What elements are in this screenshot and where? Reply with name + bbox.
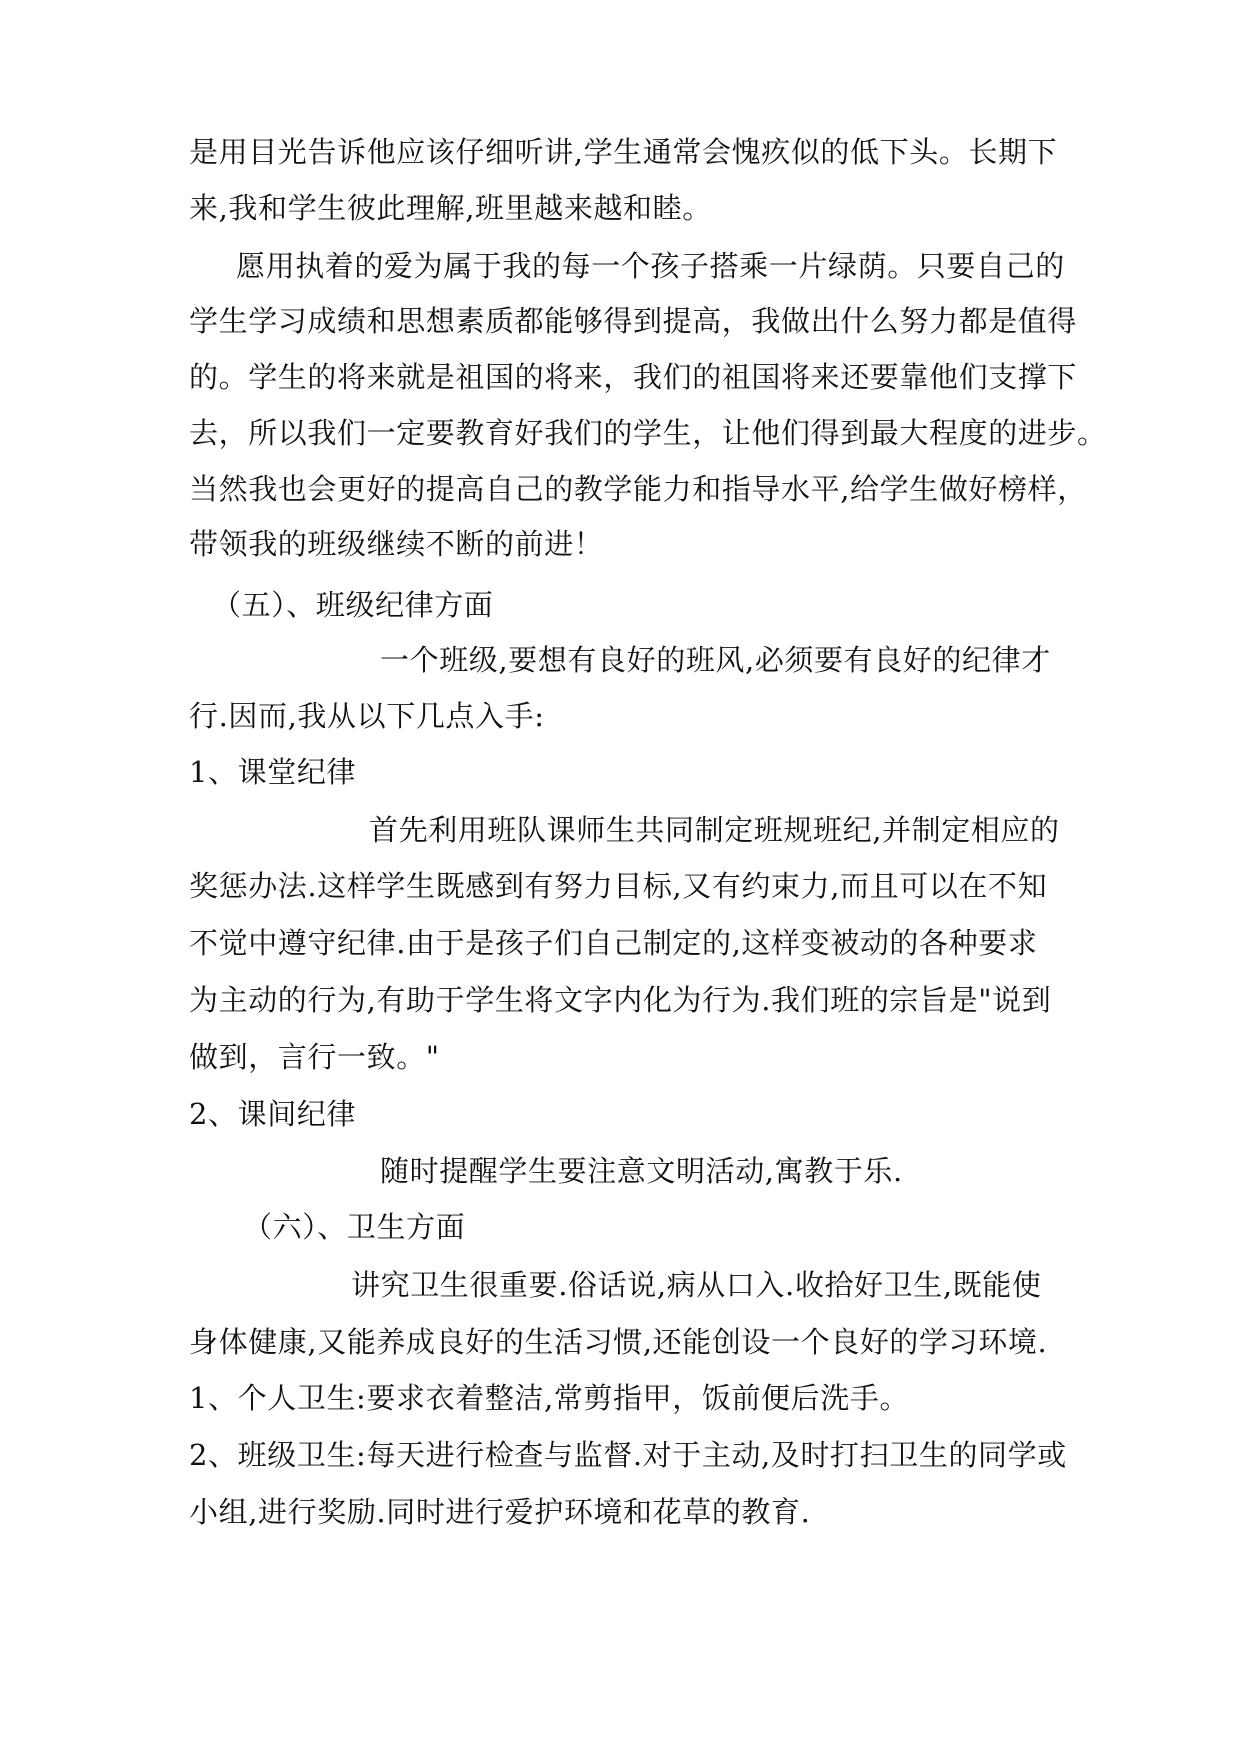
- list-item: 1、个人卫生:要求衣着整洁,常剪指甲，饭前便后洗手。: [189, 1381, 910, 1415]
- paragraph-line: 为主动的行为,有助于学生将文字内化为行为.我们班的宗旨是"说到: [189, 983, 1052, 1017]
- paragraph-line: 小组,进行奖励.同时进行爱护环境和花草的教育.: [189, 1495, 811, 1529]
- paragraph-line: 学生学习成绩和思想素质都能够得到提高，我做出什么努力都是值得: [189, 304, 1078, 338]
- paragraph-line: 做到，言行一致。": [189, 1040, 440, 1074]
- paragraph-line: 一个班级,要想有良好的班风,必须要有良好的纪律才: [380, 643, 1051, 677]
- subsection-heading: 1、课堂纪律: [189, 755, 357, 789]
- paragraph-line: 带领我的班级继续不断的前进！: [189, 527, 604, 561]
- paragraph-line: 去，所以我们一定要教育好我们的学生，让他们得到最大程度的进步。: [189, 416, 1107, 450]
- paragraph-line: 来,我和学生彼此理解,班里越来越和睦。: [189, 191, 712, 225]
- paragraph-line: 行.因而,我从以下几点入手:: [189, 699, 545, 733]
- paragraph-line: 首先利用班队课师生共同制定班规班纪,并制定相应的: [369, 813, 1060, 847]
- paragraph-line: 的。学生的将来就是祖国的将来，我们的祖国将来还要靠他们支撑下: [189, 360, 1078, 394]
- paragraph-line: 当然我也会更好的提高自己的教学能力和指导水平,给学生做好榜样，: [189, 472, 1087, 506]
- list-item: 2、班级卫生:每天进行检查与监督.对于主动,及时打扫卫生的同学或: [189, 1438, 1067, 1472]
- section-heading: （六）、卫生方面: [243, 1210, 466, 1244]
- subsection-heading: 2、课间纪律: [189, 1097, 357, 1131]
- paragraph-line: 奖惩办法.这样学生既感到有努力目标,又有约束力,而且可以在不知: [189, 869, 1048, 903]
- paragraph-line: 不觉中遵守纪律.由于是孩子们自己制定的,这样变被动的各种要求: [189, 926, 1038, 960]
- paragraph-line: 身体健康,又能养成良好的生活习惯,还能创设一个良好的学习环境.: [189, 1325, 1048, 1359]
- section-heading: （五）、班级纪律方面: [212, 588, 494, 622]
- paragraph-line: 讲究卫生很重要.俗话说,病从口入.收拾好卫生,既能使: [351, 1268, 1042, 1302]
- paragraph-line: 随时提醒学生要注意文明活动,寓教于乐.: [380, 1154, 903, 1188]
- paragraph-line: 是用目光告诉他应该仔细听讲,学生通常会愧疚似的低下头。长期下: [189, 135, 1058, 169]
- paragraph-line: 愿用执着的爱为属于我的每一个孩子搭乘一片绿荫。只要自己的: [236, 249, 1065, 283]
